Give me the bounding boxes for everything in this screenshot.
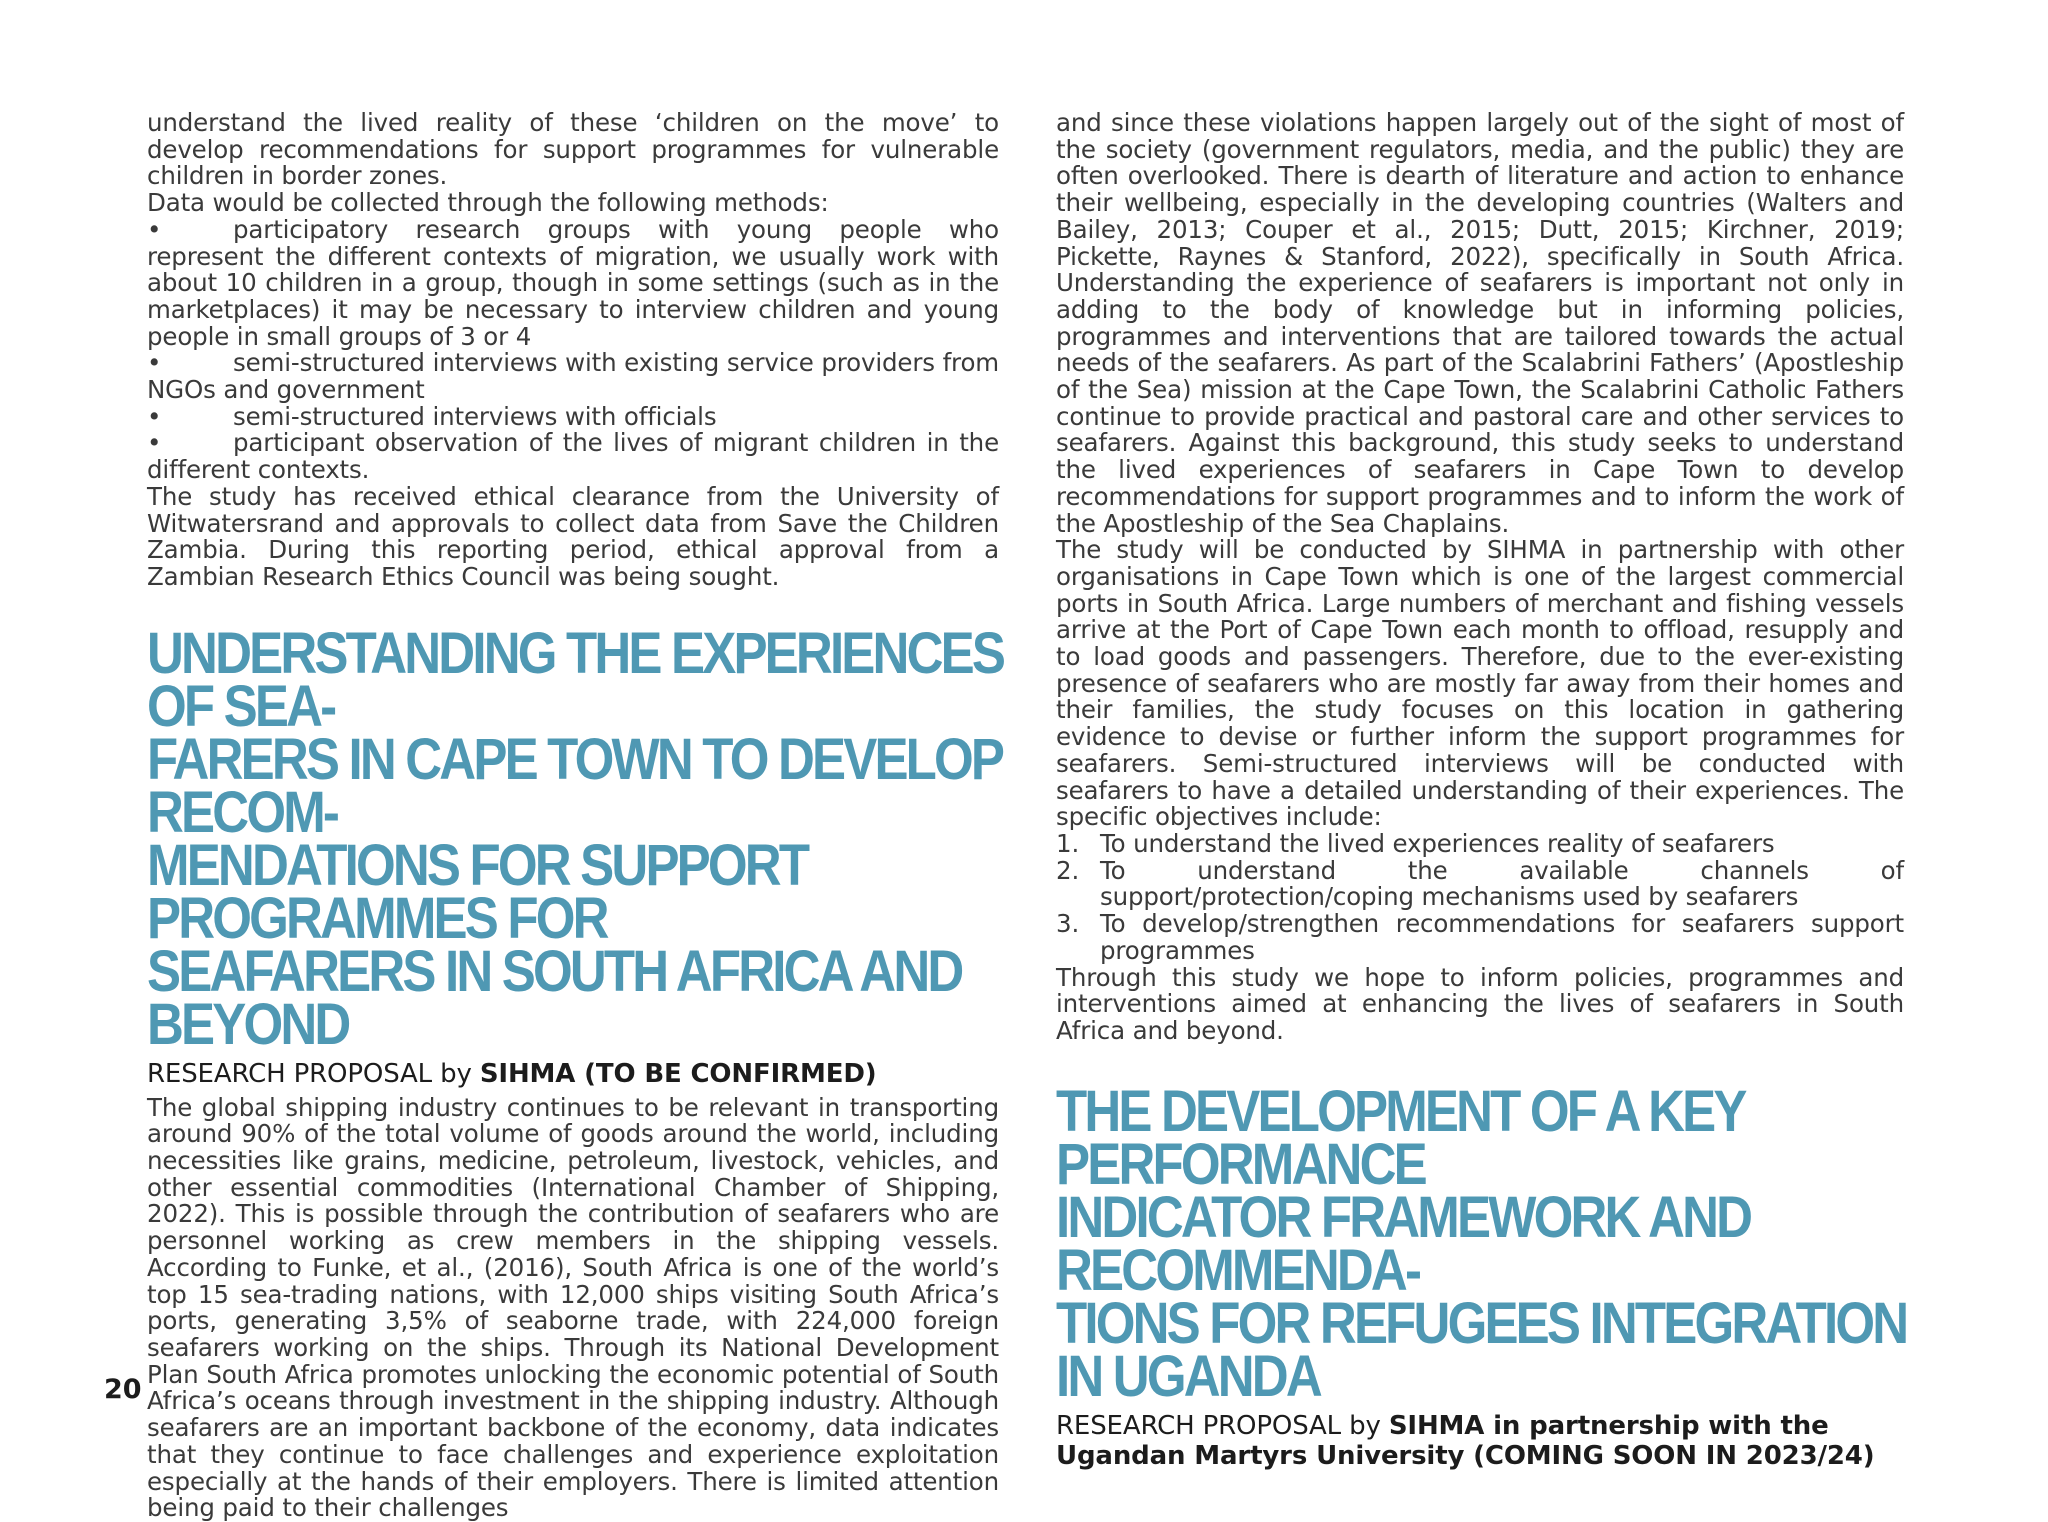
objective-item xyxy=(1056,828,1904,858)
objective-number: 1. xyxy=(1056,828,1080,858)
objective-number: 3. xyxy=(1056,909,1080,939)
byline-seafarers xyxy=(147,1059,999,1089)
bullet-text: participatory research groups with young people who represent the different contexts of migration, we usually work with about 10 children in a group, though in some settings (such as in the marketplaces) it may be necessary to interview children and young people in small groups of 3 or 4 xyxy=(147,214,999,351)
closing-paragraph: Through this study we hope to inform policies, programmes and interventions aimed at enhancing the lives of seafarers in South Africa and beyond. xyxy=(1056,962,1904,1045)
bullet-mark: • xyxy=(147,214,162,244)
methods-intro: Data would be collected through the following methods: xyxy=(147,188,829,218)
bullet-mark: • xyxy=(147,401,162,431)
title-line: INDICATOR FRAMEWORK AND RECOMMENDA- xyxy=(1056,1184,1751,1303)
right-column xyxy=(1056,108,1907,1471)
bullet-mark: • xyxy=(147,428,162,458)
left-column xyxy=(147,108,1004,1522)
section-title-seafarers xyxy=(147,620,1027,1057)
page-number: 20 xyxy=(104,1374,142,1405)
objective-text: To understand the available channels of support/protection/coping mechanisms used by seafarers xyxy=(1100,855,1904,912)
intro-paragraph: understand the lived reality of these ‘children on the move’ to develop recommendations for support programmes for vulnerable children in border zones. xyxy=(147,108,999,191)
objective-text: To develop/strengthen recommendations for seafarers support programmes xyxy=(1100,909,1904,965)
bullet-item xyxy=(147,401,999,431)
byline-uganda xyxy=(1056,1411,1904,1471)
title-line: TIONS FOR REFUGEES INTEGRATION IN UGANDA xyxy=(1056,1290,1907,1409)
ethics-paragraph: The study has received ethical clearance from the University of Witwatersrand and approvals to collect data from Save the Children Zambia. During this reporting period, ethical approval from a Zambian Research Ethics Council was being sought. xyxy=(147,481,999,591)
bullet-mark: • xyxy=(147,348,162,378)
objective-number: 2. xyxy=(1056,855,1080,885)
byline-prefix: RESEARCH PROPOSAL by xyxy=(147,1058,480,1089)
body-paragraph: The global shipping industry continues to be relevant in transporting around 90% of the total volume of goods around the world, including necessities like grains, medicine, petroleum, livestock, vehicles, and other essential commodities (International Chamber of Shipping, 2022). This is possible through the contribution of seafarers who are personnel working as crew members in the shipping vessels. According to Funke, et al., (2016), South Africa is one of the world’s top 15 sea-trading nations, with 12,000 ships visiting South Africa’s ports, generating 3,5% of seaborne trade, with 224,000 foreign seafarers working on the ships. Through its National Development Plan South Africa promotes unlocking the economic potential of South Africa’s oceans through investment in the shipping industry. Although seafarers are an important backbone of the economy, data indicates that they continue to face challenges and experience exploitation especially at the hands of their employers. There is limited attention being paid to their challenges xyxy=(147,1092,999,1522)
bullet-text: semi-structured interviews with existing service providers from NGOs and government xyxy=(147,348,999,405)
objective-item xyxy=(1056,911,1904,964)
title-line: THE DEVELOPMENT OF A KEY PERFORMANCE xyxy=(1056,1078,1744,1197)
title-line: FARERS IN CAPE TOWN TO DEVELOP RECOM- xyxy=(147,726,1002,845)
title-line: SEAFARERS IN SOUTH AFRICA AND BEYOND xyxy=(147,938,962,1057)
bullet-item xyxy=(147,214,999,351)
study-paragraph: The study will be conducted by SIHMA in partnership with other organisations in Cape Town which is one of the largest commercial ports in South Africa. Large numbers of merchant and fishing vessels arrive at the Port of Cape Town each month to offload, resupply and to load goods and passengers. Therefore, due to the ever-existing presence of seafarers who are mostly far away from their homes and their families, the study focuses on this location in gathering evidence to devise or further inform the support programmes for seafarers. Semi-structured interviews will be conducted with seafarers to have a detailed understanding of their experiences. The specific objectives include: xyxy=(1056,535,1904,832)
objective-item xyxy=(1056,855,1904,912)
bullet-text: semi-structured interviews with officials xyxy=(233,401,717,431)
bullet-item xyxy=(147,350,999,403)
bullet-text: participant observation of the lives of migrant children in the different contexts. xyxy=(147,428,999,485)
title-line: MENDATIONS FOR SUPPORT PROGRAMMES FOR xyxy=(147,832,808,951)
bullet-item xyxy=(147,430,999,483)
byline-org: SIHMA (TO BE CONFIRMED) xyxy=(479,1058,877,1089)
objective-text: To understand the lived experiences reality of seafarers xyxy=(1100,828,1775,858)
byline-prefix: RESEARCH PROPOSAL by xyxy=(1056,1410,1389,1441)
continuation-paragraph: and since these violations happen largely out of the sight of most of the society (government regulators, media, and the public) they are often overlooked. There is dearth of literature and action to enhance their wellbeing, especially in the developing countries (Walters and Bailey, 2013; Couper et al., 2015; Dutt, 2015; Kirchner, 2019; Pickette, Raynes & Stanford, 2022), specifically in South Africa. Understanding the experience of seafarers is important not only in adding to the body of knowledge but in informing policies, programmes and interventions that are tailored towards the actual needs of the seafarers. As part of the Scalabrini Fathers’ (Apostleship of the Sea) mission at the Cape Town, the Scalabrini Catholic Fathers continue to provide practical and pastoral care and other services to seafarers. Against this background, this study seeks to understand the lived experiences of seafarers in Cape Town to develop recommendations for support programmes and to inform the work of the Apostleship of the Sea Chaplains. xyxy=(1056,108,1904,538)
title-line: UNDERSTANDING THE EXPERIENCES OF SEA- xyxy=(147,620,1004,739)
objectives-list xyxy=(1056,828,1904,965)
section-title-uganda xyxy=(1056,1078,1936,1409)
byline-org: SIHMA in partnership with the Ugandan Martyrs University (COMING SOON IN 2023/24) xyxy=(1056,1410,1875,1471)
